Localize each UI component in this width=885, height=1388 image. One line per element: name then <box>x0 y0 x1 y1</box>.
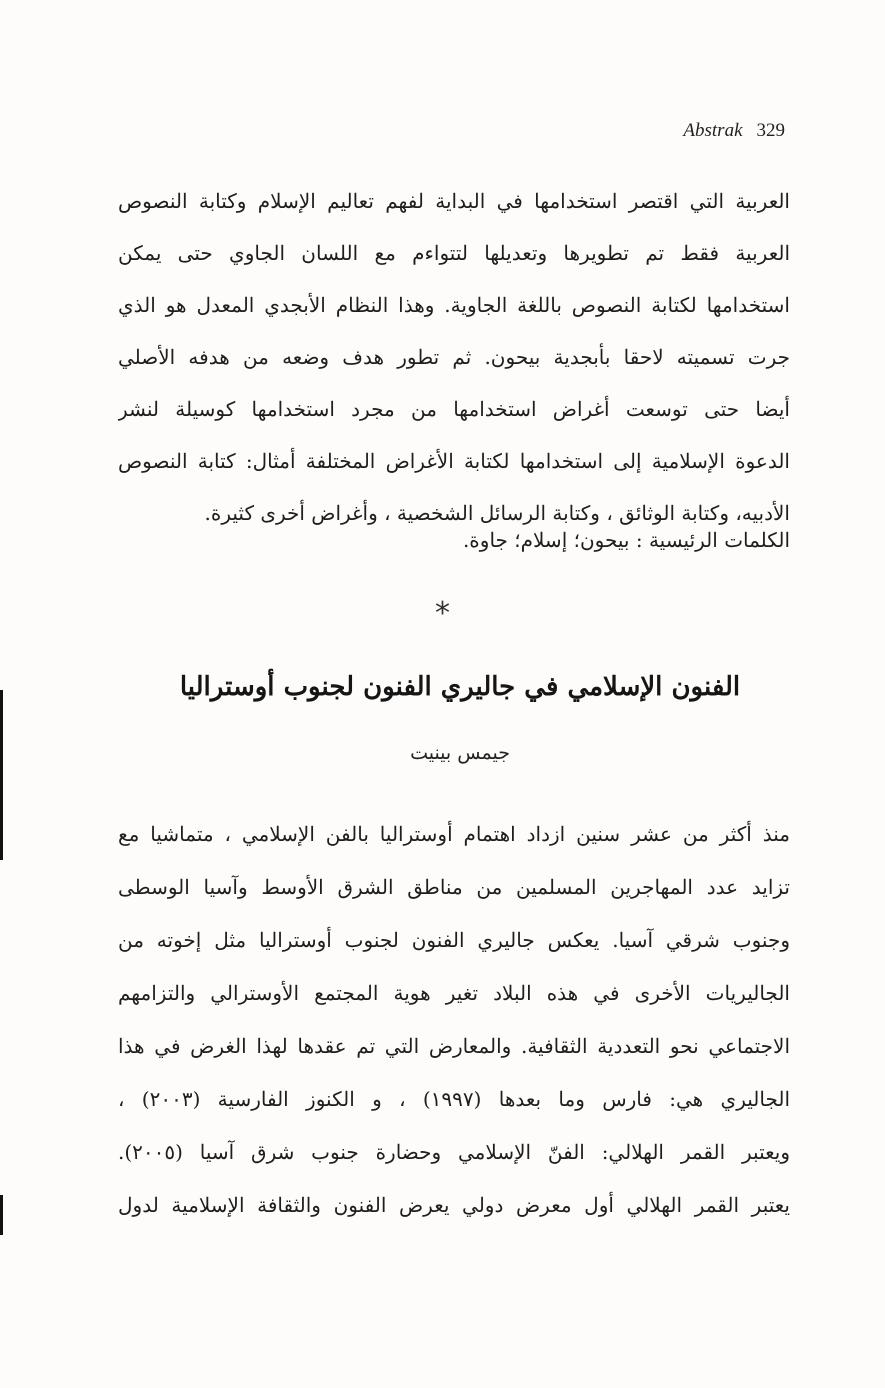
body-line: منذ أكثر من عشر سنين ازداد اهتمام أوستراليا بالفن الإسلامي ، متماشيا مع <box>118 822 790 846</box>
abstract-line: الدعوة الإسلامية إلى استخدامها لكتابة الأغراض المختلفة أمثال: كتابة النصوص <box>118 449 790 473</box>
body-line: الاجتماعي نحو التعددية الثقافية. والمعارض التي تم عقدها لهذا الغرض في هذا <box>118 1034 790 1058</box>
body-line: الجاليريات الأخرى في هذه البلاد تغير هوية المجتمع الأوسترالي والتزامهم <box>118 981 790 1005</box>
article-body <box>118 808 790 1232</box>
body-line: تزايد عدد المهاجرين المسلمين من مناطق الشرق الأوسط وآسيا الوسطى <box>118 875 790 899</box>
abstract-line: استخدامها لكتابة النصوص باللغة الجاوية. وهذا النظام الأبجدي المعدل هو الذي <box>118 293 790 317</box>
journal-name: Abstrak <box>683 120 743 141</box>
author-name: جيمس بينيت <box>410 742 510 764</box>
body-line: الجاليري هي: فارس وما بعدها (١٩٩٧) ، و الكنوز الفارسية (٢٠٠٣) ، <box>118 1087 790 1111</box>
article-title: الفنون الإسلامي في جاليري الفنون لجنوب أوستراليا <box>179 672 741 702</box>
abstract-line: العربية فقط تم تطويرها وتعديلها لتتواءم مع اللسان الجاوي حتى يمكن <box>118 241 790 265</box>
page-number: 329 <box>756 120 785 141</box>
body-line: يعتبر القمر الهلالي أول معرض دولي يعرض الفنون والثقافة الإسلامية لدول <box>118 1193 790 1217</box>
abstract-line: العربية التي اقتصر استخدامها في البداية لفهم تعاليم الإسلام وكتابة النصوص <box>118 189 790 213</box>
section-separator: * <box>435 596 450 631</box>
scan-edge-mark <box>0 1195 3 1235</box>
body-line: ويعتبر القمر الهلالي: الفنّ الإسلامي وحضارة جنوب شرق آسيا (٢٠٠٥). <box>118 1140 790 1164</box>
running-head <box>683 120 785 142</box>
abstract-paragraph <box>118 175 790 539</box>
abstract-line: الأدبيه، وكتابة الوثائق ، وكتابة الرسائل الشخصية ، وأغراض أخرى كثيرة. <box>204 501 790 525</box>
abstract-line: أيضا حتى توسعت أغراض استخدامها من مجرد استخدامها كوسيلة لنشر <box>118 397 790 421</box>
abstract-line: جرت تسميته لاحقا بأبجدية بيحون. ثم تطور هدف وضعه من هدفه الأصلي <box>118 345 790 369</box>
keywords-line: الكلمات الرئيسية : بيحون؛ إسلام؛ جاوة. <box>462 528 790 552</box>
body-line: وجنوب شرقي آسيا. يعكس جاليري الفنون لجنوب أوستراليا مثل إخوته من <box>118 928 790 952</box>
scan-edge-mark <box>0 690 3 860</box>
